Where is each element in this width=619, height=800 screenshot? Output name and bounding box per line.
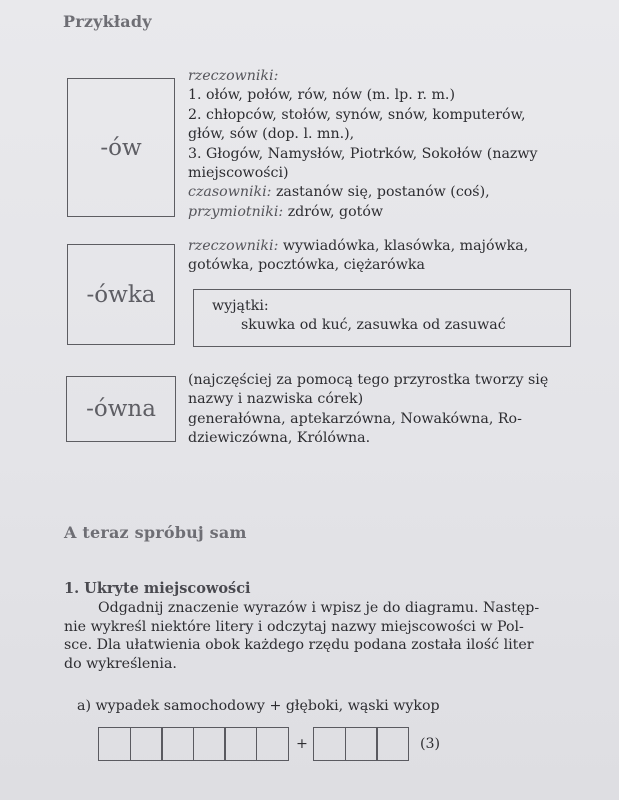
answer-cell[interactable]	[130, 727, 163, 761]
example-words: zastanów się, postanów (coś),	[271, 184, 490, 201]
section-heading-examples: Przykłady	[63, 12, 152, 31]
category-label: czasowniki:	[188, 184, 272, 201]
example-line: generałówna, aptekarzówna, Nowakówna, Ro-	[188, 410, 522, 427]
example-line	[188, 183, 538, 202]
example-line	[188, 203, 538, 222]
example-line: miejscowości)	[188, 165, 289, 182]
answer-cell[interactable]	[256, 727, 289, 761]
instruction-line: sce. Dla ułatwienia obok każdego rzędu podana została ilość liter	[64, 637, 534, 654]
answer-cell[interactable]	[193, 727, 226, 761]
category-label: przymiotniki:	[188, 203, 284, 220]
example-line	[188, 237, 528, 256]
answer-cell[interactable]	[313, 727, 346, 761]
suffix-label: -ów	[100, 134, 142, 161]
answer-cell[interactable]	[345, 727, 378, 761]
answer-cell[interactable]	[161, 727, 194, 761]
exercise-item-a-label: a) wypadek samochodowy + głęboki, wąski wykop	[77, 698, 440, 714]
suffix-label: -ówna	[86, 396, 156, 422]
category-label: rzeczowniki:	[188, 238, 279, 254]
example-line: dziewiczówna, Królówna.	[188, 430, 371, 447]
exceptions-box	[193, 289, 571, 347]
suffix-box-owna	[66, 376, 176, 442]
exceptions-text: skuwka od kuć, zasuwka od zasuwać	[241, 317, 506, 333]
exceptions-label: wyjątki:	[212, 298, 269, 314]
example-line: 1. ołów, połów, rów, nów (m. lp. r. m.)	[188, 87, 455, 104]
instruction-line: do wykreślenia.	[64, 655, 177, 672]
example-line: rzeczowniki:	[188, 68, 279, 84]
example-line: (najczęściej za pomocą tego przyrostka tworzy się	[188, 372, 549, 388]
strike-count: (3)	[420, 736, 441, 752]
instruction-line: nie wykreśl niektóre litery i odczytaj nazwy miejscowości w Pol-	[64, 618, 524, 635]
example-line: 2. chłopców, stołów, synów, snów, komputerów,	[188, 106, 526, 123]
example-words: wywiadówka, klasówka, majówka,	[278, 238, 529, 254]
example-line: 3. Głogów, Namysłów, Piotrków, Sokołów (nazwy	[188, 145, 538, 162]
answer-cells-right	[313, 727, 408, 761]
answer-cell[interactable]	[98, 727, 131, 761]
section-heading-try: A teraz spróbuj sam	[64, 523, 247, 542]
answer-cell[interactable]	[224, 727, 257, 761]
instruction-line: Odgadnij znaczenie wyrazów i wpisz je do diagramu. Następ-	[98, 600, 540, 616]
exercise-instructions	[64, 599, 594, 673]
suffix-box-owka	[67, 244, 175, 345]
exercise-title: 1. Ukryte miejscowości	[64, 580, 251, 597]
suffix-label: -ówka	[86, 281, 156, 308]
example-line: gotówka, pocztówka, ciężarówka	[188, 257, 425, 274]
example-owka-text	[188, 237, 528, 276]
example-ow-text	[188, 67, 538, 222]
answer-cell[interactable]	[376, 727, 409, 761]
plus-sign: +	[296, 736, 308, 752]
example-words: zdrów, gotów	[283, 203, 384, 220]
example-owna-text	[188, 371, 548, 449]
example-line: głów, sów (dop. l. mn.),	[188, 126, 355, 143]
answer-cells-left	[98, 727, 287, 761]
suffix-box-ow	[67, 78, 175, 217]
example-line: nazwy i nazwiska córek)	[188, 391, 364, 408]
